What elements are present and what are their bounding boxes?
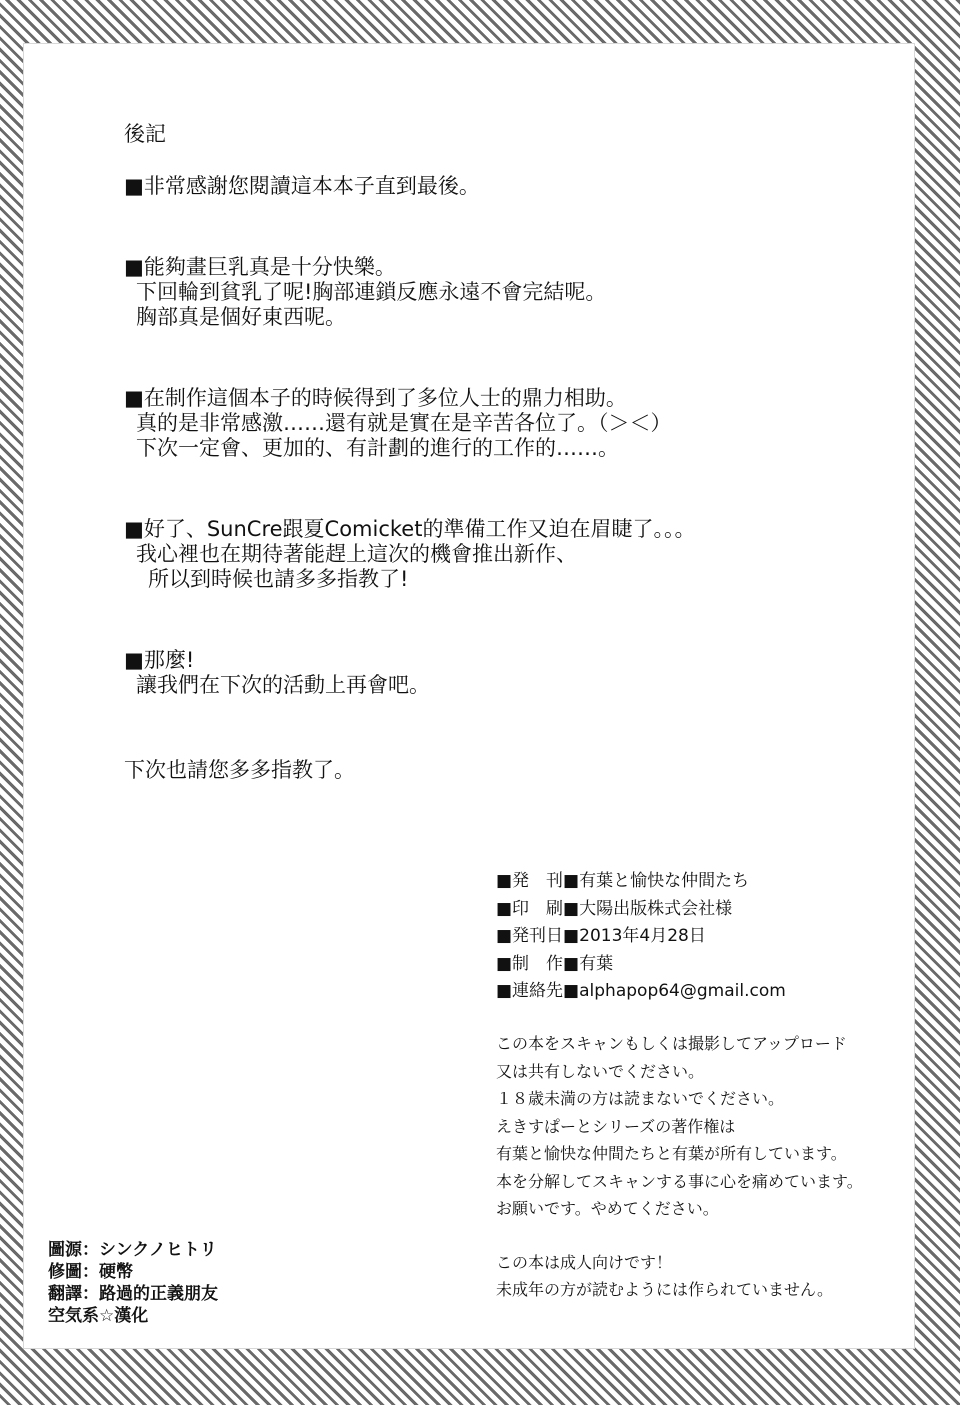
notice-line: えきすぱーとシリーズの著作権は	[496, 1116, 736, 1136]
paragraph-line: 我心裡也在期待著能趕上這次的機會推出新作、	[136, 542, 577, 566]
paragraph-line: ■那麼!	[124, 648, 195, 672]
afterword-paragraph	[124, 255, 824, 330]
notice-line: お願いです。やめてください。	[496, 1199, 719, 1218]
afterword-paragraph	[124, 517, 824, 592]
colophon-row: ■発 刊■有葉と愉快な仲間たち	[496, 871, 750, 891]
colophon-row: ■発刊日■2013年4月28日	[496, 926, 706, 946]
credit-line: 翻譯：路過的正義朋友	[48, 1284, 218, 1304]
notice-line: この本をスキャンもしくは撮影してアップロード	[496, 1034, 847, 1053]
afterword	[124, 118, 824, 784]
paragraph-line: 真的是非常感激……還有就是實在是辛苦各位了。（＞＜）	[136, 411, 672, 435]
colophon-row: ■連絡先■alphapop64@gmail.com	[496, 981, 786, 1001]
paragraph-line: 讓我們在下次的活動上再會吧。	[136, 673, 430, 697]
paragraph-line: ■非常感謝您閱讀這本本子直到最後。	[124, 174, 480, 198]
afterword-closing: 下次也請您多多指教了。	[124, 758, 355, 782]
colophon	[496, 868, 786, 1006]
paragraph-line: 下回輪到貧乳了呢!胸部連鎖反應永遠不會完結呢。	[136, 280, 607, 304]
notice-line: 本を分解してスキャンする事に心を痛めています。	[496, 1171, 863, 1191]
paragraph-line: ■能夠畫巨乳真是十分快樂。	[124, 255, 396, 279]
colophon-row: ■印 刷■大陽出版株式会社様	[496, 898, 733, 919]
colophon-row: ■制 作■有葉	[496, 953, 614, 974]
credit-line: 修圖：硬幣	[48, 1262, 133, 1282]
paragraph-line: ■好了、SunCre跟夏Comicket的準備工作又迫在眉睫了。。。	[124, 517, 696, 541]
paragraph-line: 下次一定會、更加的、有計劃的進行的工作的……。	[136, 436, 619, 460]
notice-line: 又は共有しないでください。	[496, 1061, 705, 1081]
notice-line: 未成年の方が読むようには作られていません。	[496, 1280, 833, 1299]
afterword-paragraph	[124, 174, 824, 199]
notice-line: 有葉と愉快な仲間たちと有葉が所有しています。	[496, 1144, 847, 1163]
notice-spacer	[496, 1223, 863, 1249]
afterword-paragraph	[124, 386, 824, 461]
paragraph-line: 胸部真是個好東西呢。	[136, 305, 346, 329]
paragraph-line: ■在制作這個本子的時候得到了多位人士的鼎力相助。	[124, 386, 627, 410]
paragraph-line: 所以到時候也請多多指教了!	[148, 567, 409, 591]
page-sheet	[24, 44, 914, 1348]
notice-line: この本は成人向けです！	[496, 1252, 673, 1272]
credit-line: 圖源：シンクノヒトリ	[48, 1240, 217, 1260]
translation-credits	[48, 1239, 218, 1327]
credit-line: 空気系☆漢化	[48, 1306, 149, 1326]
afterword-paragraph	[124, 648, 824, 698]
notice-line: １８歳未満の方は読まないでください。	[496, 1089, 785, 1108]
copyright-notice	[496, 1030, 863, 1304]
afterword-title: 後記	[124, 122, 166, 146]
